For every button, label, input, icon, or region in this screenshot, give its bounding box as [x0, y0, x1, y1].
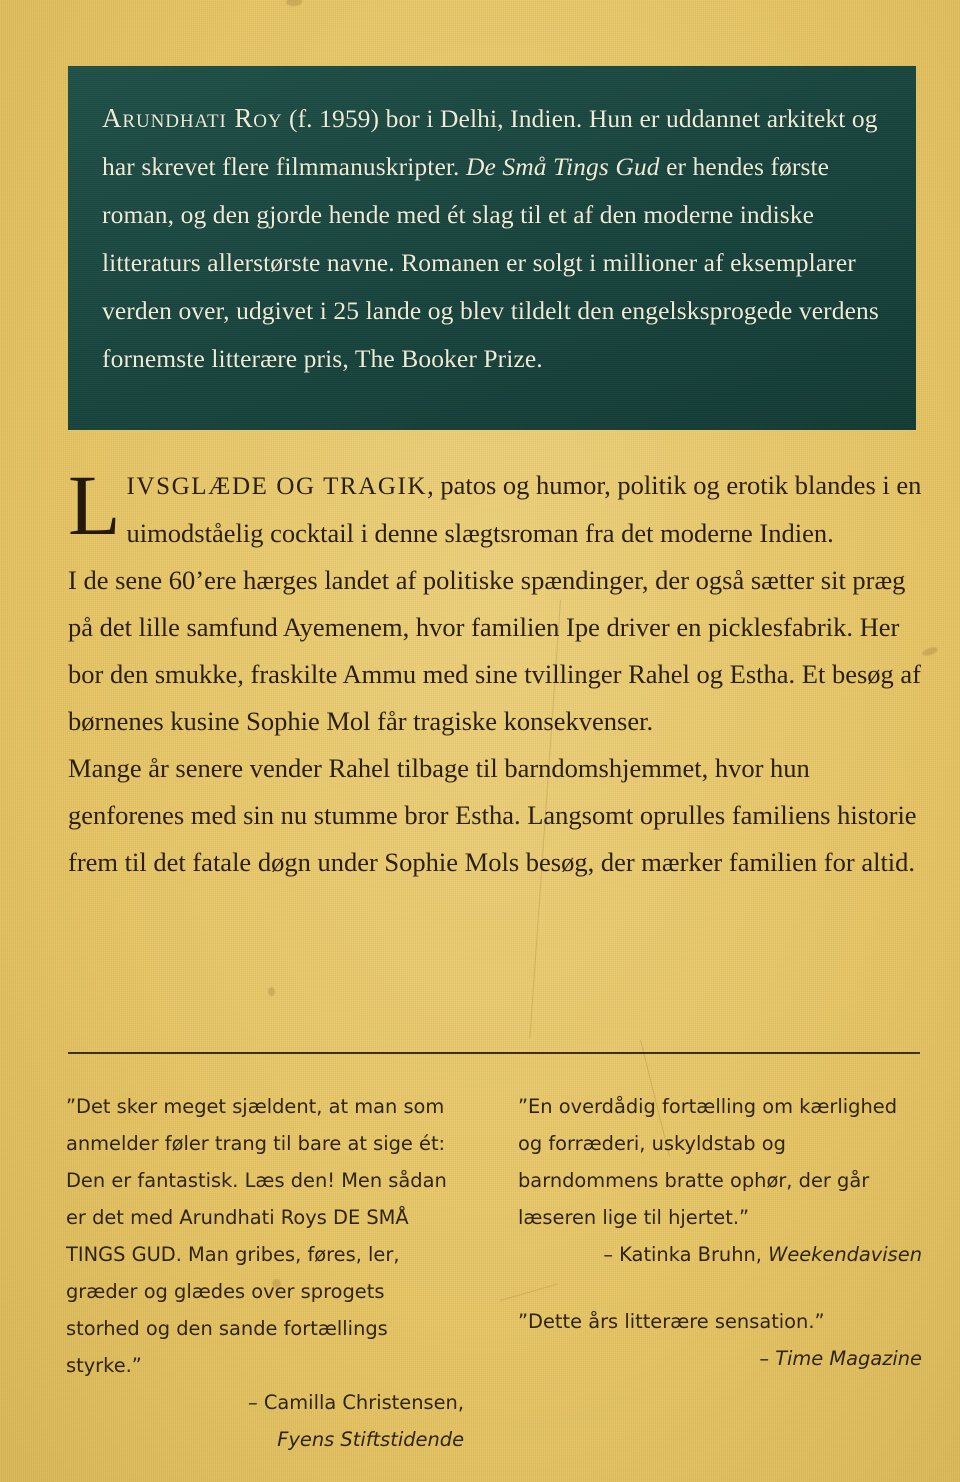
paper-scuff	[268, 987, 275, 996]
review-quote-text: ”Det sker meget sjældent, at man som anmelder føler trang til bare at sige ét: Den er fantastisk. Læs den! Men sådan er det med Arundhati Roys DE SMÅ TINGS GUD. Man gribes, føres, ler, græder og glædes over sprogets storhed og den sande fortællings styrke.”	[66, 1095, 447, 1377]
drop-cap: L	[68, 457, 121, 553]
paper-scuff	[286, 0, 302, 6]
blurb-lead-rest: , patos og humor, politik og erotik blandes i en uimodståelig cocktail i denne slægtsroman fra det moderne Indien.	[126, 470, 922, 548]
review-attribution	[518, 1340, 922, 1377]
review-source-name: Fyens Stiftstidende	[277, 1428, 464, 1451]
blurb-section	[68, 457, 924, 886]
author-bio-box	[68, 66, 916, 430]
blurb-paragraph-3: Mange år senere vender Rahel tilbage til barndomshjemmet, hvor hun genforenes med sin nu stumme bror Estha. Langsomt oprulles familiens historie frem til det fatale døgn under Sophie Mols besøg, der mærker familien for altid.	[68, 753, 917, 877]
author-name: Arundhati Roy	[102, 103, 283, 133]
review-reviewer: –	[759, 1347, 776, 1370]
review-column-left	[66, 1088, 464, 1458]
review-column-right	[518, 1088, 922, 1458]
review-attribution	[66, 1384, 464, 1421]
review-reviewer: – Camilla Christensen,	[248, 1391, 464, 1414]
review-source-name: Time Magazine	[775, 1347, 922, 1370]
author-bio-text	[102, 94, 882, 383]
blurb-lead-caps: IVSGLÆDE OG TRAGIK	[126, 473, 428, 500]
book-title: De Små Tings Gud	[466, 152, 660, 181]
author-bio-part-2: er hendes første roman, og den gjorde hende med ét slag til et af den moderne indiske litteraturs allerstørste navne. Romanen er solgt i millioner af eksemplarer verden over, udgivet i 25 lande og blev tildelt den engelsksprogede verdens fornemste litterære pris, The Booker Prize.	[102, 152, 879, 373]
review-quote-text: ”Dette års litterære sensation.”	[518, 1310, 825, 1333]
blurb-paragraph-2: I de sene 60’ere hærges landet af politiske spændinger, der også sætter sit præg på det lille samfund Ayemenem, hvor familien Ipe driver en picklesfabrik. Her bor den smukke, fraskilte Ammu med sine tvillinger Rahel og Estha. Et besøg af børnenes kusine Sophie Mol får tragiske konsekvenser.	[68, 565, 921, 736]
review-source	[66, 1421, 464, 1458]
review-quote	[518, 1303, 922, 1377]
review-quotes-section	[66, 1088, 926, 1458]
review-source-name: Weekendavisen	[768, 1243, 922, 1266]
review-attribution	[518, 1236, 922, 1273]
review-quote	[518, 1088, 922, 1273]
section-divider	[68, 1052, 920, 1054]
author-bio-part-1: (f. 1959) bor i Delhi, Indien. Hun er uddannet arkitekt og har skrevet flere filmmanuskripter.	[102, 104, 878, 181]
blurb-paragraph-1	[68, 457, 924, 557]
review-reviewer: – Katinka Bruhn,	[603, 1243, 769, 1266]
review-quote	[66, 1088, 464, 1458]
review-quote-text: ”En overdådig fortælling om kærlighed og forræderi, uskyldstab og barndommens bratte ophør, der går læseren lige til hjertet.”	[518, 1095, 898, 1229]
